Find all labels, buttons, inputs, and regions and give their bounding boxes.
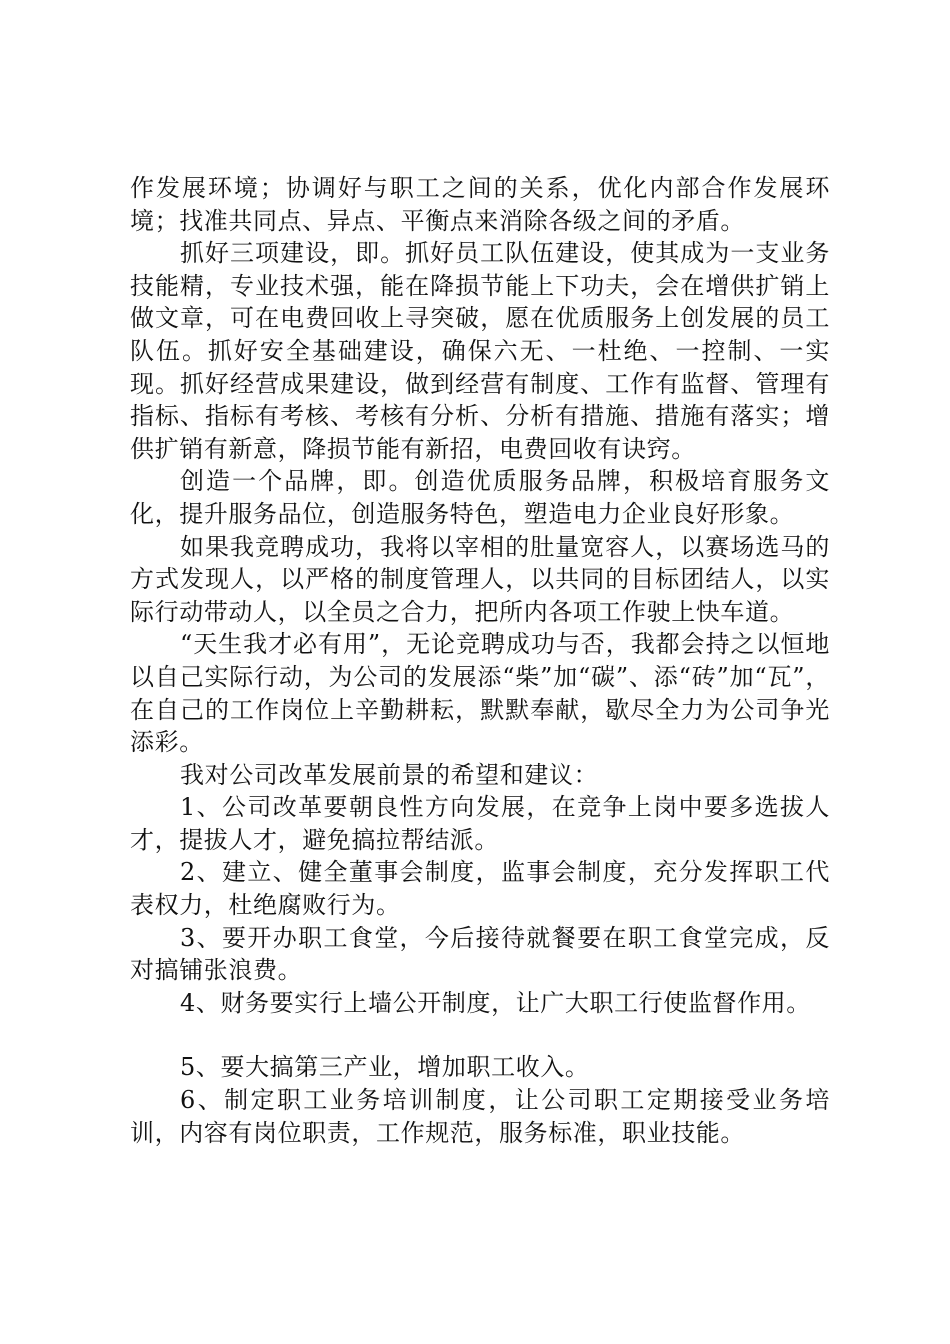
suggestion-item-6: 6、制定职工业务培训制度，让公司职工定期接受业务培训，内容有岗位职责，工作规范，服务标准，职业技能。 <box>130 1086 830 1147</box>
suggestion-item-1: 1、公司改革要朝良性方向发展，在竞争上岗中要多选拔人才，提拔人才，避免搞拉帮结派。 <box>130 793 830 854</box>
suggestion-item-2: 2、建立、健全董事会制度，监事会制度，充分发挥职工代表权力，杜绝腐败行为。 <box>130 858 830 920</box>
blank-line <box>130 1019 830 1051</box>
suggestion-item-3: 3、要开办职工食堂，今后接待就餐要在职工食堂完成，反对搞铺张浪费。 <box>130 923 830 985</box>
paragraph-suggestions-heading: 我对公司改革发展前景的希望和建议： <box>180 760 599 789</box>
suggestion-item-5: 5、要大搞第三产业，增加职工收入。 <box>180 1053 590 1082</box>
document-body <box>130 172 830 1149</box>
paragraph-one-brand: 创造一个品牌，即。创造优质服务品牌，积极培育服务文化，提升服务品位，创造服务特色，塑造电力企业良好形象。 <box>130 467 830 528</box>
paragraph-three-constructions: 抓好三项建设，即。抓好员工队伍建设，使其成为一支业务技能精，专业技术强，能在降损节能上下功夫，会在增供扩销上做文章，可在电费回收上寻突破，愿在优质服务上创发展的员工队伍。抓好安全基础建设，确保六无、一杜绝、一控制、一实现。抓好经营成果建设，做到经营有制度、工作有监督、管理有指标、指标有考核、考核有分析、分析有措施、措施有落实；增供扩销有新意，降损节能有新招，电费回收有诀窍。 <box>130 239 830 463</box>
paragraph-talent-quote: “天生我才必有用”，无论竞聘成功与否，我都会持之以恒地以自己实际行动，为公司的发展添“柴”加“碳”、添“砖”加“瓦”，在自己的工作岗位上辛勤耕耘，默默奉献，歇尽全力为公司争光添彩。 <box>130 630 830 757</box>
paragraph-continuation: 作发展环境；协调好与职工之间的关系，优化内部合作发展环境；找准共同点、异点、平衡点来消除各级之间的矛盾。 <box>130 174 830 235</box>
suggestion-item-4: 4、财务要实行上墙公开制度，让广大职工行使监督作用。 <box>180 988 811 1017</box>
paragraph-if-successful: 如果我竞聘成功，我将以宰相的肚量宽容人，以赛场选马的方式发现人，以严格的制度管理人，以共同的目标团结人，以实际行动带动人，以全员之合力，把所内各项工作驶上快车道。 <box>130 532 830 626</box>
